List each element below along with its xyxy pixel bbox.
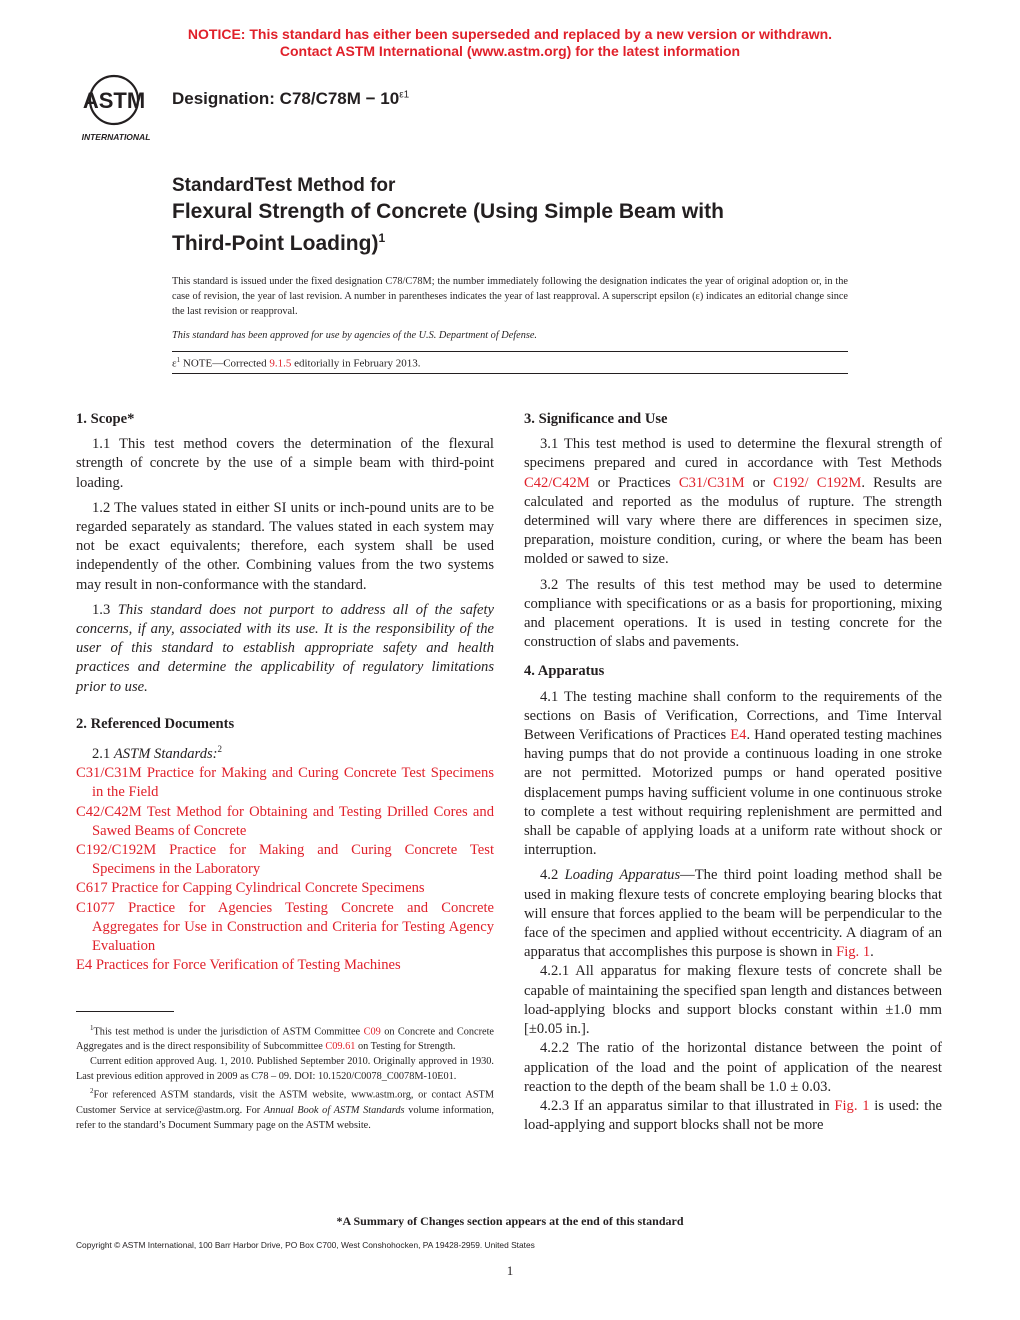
footnote-1-text-b: on Concrete and Concrete Aggregates and is the direct responsibility of Subcommittee — [76, 1026, 495, 1053]
para-3-1-text-a: 3.1 This test method is used to determine the flexural strength of specimens prepared and cured in accordance with Test Methods — [524, 436, 942, 472]
link-e4[interactable]: E4 — [730, 727, 747, 744]
para-4-2-3-text-b: is used: the load-applying and support blocks shall not be more — [524, 1097, 942, 1134]
page-number: 1 — [506, 1263, 514, 1278]
reference-code-link[interactable]: C42/C42M — [76, 803, 142, 820]
issuance-statement: This standard is issued under the fixed designation C78/C78M; the number immediately following the designation indicates the year of original adoption or, in the case of revision, the year of last revision. A number in parentheses indicates the year of last reapproval. A superscript epsilon (ε) indicates an editorial change since the last revision or reapproval. — [172, 276, 848, 317]
link-fig-1[interactable]: Fig. 1 — [836, 944, 871, 961]
reference-item — [76, 899, 494, 957]
reference-code-link[interactable]: C192/C192M — [76, 841, 157, 858]
reference-item — [76, 841, 494, 879]
para-4-1-text-b: . Hand operated testing machines having pumps that do not provide a continuous loading in one stroke are not permitted. Motorized pumps or hand operated positive displacement pumps having sufficient volume in one continuous stroke to complete a test without requiring replenishment are permitted and shall be capable of applying loads at a uniform rate without shock or interruption. — [524, 727, 942, 859]
section-3-heading: 3. Significance and Use — [524, 411, 668, 427]
para-4-2-1: 4.2.1 All apparatus for making flexure tests of concrete shall be capable of maintaining the specified span length and distances between load-applying blocks and support blocks constant within ±1.0 mm [±0.05 in.]. — [524, 963, 942, 1038]
footnote-2-text-b: volume information, refer to the standard’s Document Summary page on the ASTM website. — [76, 1104, 494, 1131]
title-line-1: StandardTest Method for — [172, 175, 396, 196]
reference-item — [76, 956, 494, 975]
reference-code-link[interactable]: E4 — [76, 957, 93, 974]
title-footnote-mark: 1 — [378, 231, 386, 245]
para-3-1 — [524, 435, 942, 569]
para-1-3 — [76, 601, 494, 697]
footnotes — [76, 1021, 494, 1133]
document-title — [172, 174, 932, 257]
para-4-2-3 — [524, 1097, 942, 1135]
footnote-rule — [76, 1011, 174, 1012]
subcommittee-link[interactable]: C09.61 — [325, 1041, 356, 1053]
para-3-2: 3.2 The results of this test method may be used to determine compliance with specifications or as a basis for proportioning, mixing and placement operations. It is used in testing concrete for the construction of slabs and pavements. — [524, 576, 942, 651]
footnote-2 — [76, 1084, 494, 1132]
para-1-2: 1.2 The values stated in either SI units or inch-pound units are to be regarded separately as standard. The values stated in each system may not be exact equivalents; therefore, each system shall be used independently of the other. Combining values from the two systems may result in non-conformance with the standard. — [76, 499, 494, 593]
footnote-1-edition: Current edition approved Aug. 1, 2010. Published September 2010. Originally approved in 1930. Last previous edition approved in 2009 as C78 – 09. DOI: 10.1520/C0078_C0078M-10E01. — [76, 1056, 494, 1083]
section-2-heading: 2. Referenced Documents — [76, 715, 235, 732]
para-2-1-number: 2.1 — [92, 745, 114, 762]
logo-subtext: INTERNATIONAL — [81, 132, 151, 142]
para-4-2-3-text-a: 4.2.3 If an apparatus similar to that illustrated in — [540, 1097, 835, 1114]
para-4-1 — [524, 688, 942, 861]
para-3-1-text-d: . Results are calculated and reported as the modulus of rupture. The strength determined will vary where there are differences in specimen size, preparation, moisture condition, curing, or where the beam has been molded or sawed to size. — [524, 474, 942, 568]
designation — [172, 89, 409, 109]
reference-title[interactable]: Test Method for Obtaining and Testing Drilled Cores and Sawed Beams of Concrete — [92, 803, 494, 839]
designation-superscript: ε1 — [399, 89, 410, 101]
link-fig-1-b[interactable]: Fig. 1 — [834, 1097, 870, 1114]
footnote-2-text-a: For referenced ASTM standards, visit the ASTM website, www.astm.org, or contact ASTM Customer Service at service@astm.org. For — [76, 1089, 494, 1116]
section-1-heading: 1. Scope* — [76, 411, 135, 427]
para-1-3-number: 1.3 — [92, 601, 118, 618]
reference-list — [76, 764, 494, 975]
reference-item — [76, 879, 494, 898]
reference-code-link[interactable]: C617 — [76, 880, 108, 897]
para-4-2-number: 4.2 — [540, 867, 565, 884]
para-4-1-text-a: 4.1 The testing machine shall conform to the requirements of the sections on Basis of Verification, Corrections, and Time Interval Between Verifications of Practices — [524, 688, 942, 744]
reference-code-link[interactable]: C1077 — [76, 899, 115, 916]
designation-label: Designation: C78/C78M − 10 — [172, 89, 400, 108]
note-epsilon: ε — [172, 357, 177, 370]
para-2-1 — [76, 740, 494, 764]
footnote-2-mark: 2 — [90, 1087, 94, 1096]
footnote-1 — [76, 1021, 494, 1054]
para-3-1-text-c: or — [744, 474, 773, 491]
link-c42[interactable]: C42/C42M — [524, 474, 590, 491]
editorial-note — [172, 356, 421, 370]
title-line-3: Third-Point Loading) — [172, 232, 379, 255]
reference-item — [76, 803, 494, 841]
footnote-2-italic: Annual Book of ASTM Standards — [263, 1104, 405, 1116]
para-4-2-text-b: . — [870, 944, 874, 961]
reference-title[interactable]: Practice for Capping Cylindrical Concrete Specimens — [107, 880, 425, 897]
footnote-1-text-a: This test method is under the jurisdiction of ASTM Committee — [93, 1026, 364, 1038]
para-2-1-sup: 2 — [217, 744, 223, 755]
left-column — [76, 410, 494, 975]
note-section-link[interactable]: 9.1.5 — [269, 357, 292, 370]
para-1-1: 1.1 This test method covers the determination of the flexural strength of concrete by the use of a simple beam with third-point loading. — [76, 436, 494, 491]
note-bottom-rule — [172, 373, 848, 374]
reference-title[interactable]: Practice for Agencies Testing Concrete and Concrete Aggregates for Use in Construction and Criteria for Testing Agency Evaluation — [92, 899, 494, 954]
copyright: Copyright © ASTM International, 100 Barr Harbor Drive, PO Box C700, West Conshohocken, PA 19428-2959. United States — [76, 1240, 535, 1250]
notice-line-2: Contact ASTM International (www.astm.org) for the latest information — [279, 43, 741, 59]
para-3-1-text-b: or Practices — [589, 474, 679, 491]
section-4-heading: 4. Apparatus — [524, 663, 605, 680]
note-text-end: editorially in February 2013. — [291, 357, 421, 370]
link-c31[interactable]: C31/C31M — [678, 474, 745, 491]
committee-link[interactable]: C09 — [363, 1026, 381, 1038]
title-main — [172, 198, 932, 257]
astm-logo — [76, 74, 162, 144]
para-4-2-text-a: —The third point loading method shall be used in making flexure tests of concrete employing bearing blocks that will ensure that forces applied to the beam will be perpendicular to the face of the specimen and applied without eccentricity. A diagram of an apparatus that accomplishes this purpose is shown in — [524, 867, 942, 961]
logo-letters: ASTM — [82, 88, 146, 113]
reference-title[interactable]: Practices for Force Verification of Testing Machines — [92, 957, 401, 974]
note-epsilon-sup: 1 — [176, 356, 181, 364]
reference-title[interactable]: Practice for Making and Curing Concrete Test Specimens in the Field — [92, 765, 494, 801]
notice-line-1: NOTICE: This standard has either been superseded and replaced by a new version or withdrawn. — [187, 26, 833, 42]
para-1-3-text: This standard does not purport to address all of the safety concerns, if any, associated with its use. It is the responsibility of the user of this standard to establish appropriate safety and health practices and determine the applicability of regulatory limitations prior to use. — [76, 601, 494, 695]
summary-of-changes-note: *A Summary of Changes section appears at the end of this standard — [336, 1214, 684, 1228]
withdrawal-notice — [0, 26, 1020, 60]
reference-title[interactable]: Practice for Making and Curing Concrete Test Specimens in the Laboratory — [92, 841, 494, 878]
para-2-1-text: ASTM Standards: — [113, 745, 218, 762]
reference-code-link[interactable]: C31/C31M — [76, 765, 142, 782]
footnote-1-text-c: on Testing for Strength. — [355, 1041, 456, 1053]
para-4-2-italic: Loading Apparatus — [564, 867, 681, 884]
reference-item — [76, 764, 494, 802]
footnote-1-mark: 1 — [90, 1024, 94, 1032]
right-column — [524, 410, 942, 1135]
para-4-2 — [524, 866, 942, 962]
note-top-rule — [172, 351, 848, 352]
dod-approval: This standard has been approved for use by agencies of the U.S. Department of Defense. — [172, 330, 538, 341]
note-text: NOTE—Corrected — [180, 357, 270, 370]
title-line-2: Flexural Strength of Concrete (Using Simple Beam with — [172, 200, 724, 223]
para-4-2-2: 4.2.2 The ratio of the horizontal distance between the point of application of the load and the point of application of the nearest reaction to the depth of the beam shall be 1.0 ± 0.03. — [524, 1040, 942, 1095]
link-c192[interactable]: C192/ C192M — [772, 474, 862, 491]
